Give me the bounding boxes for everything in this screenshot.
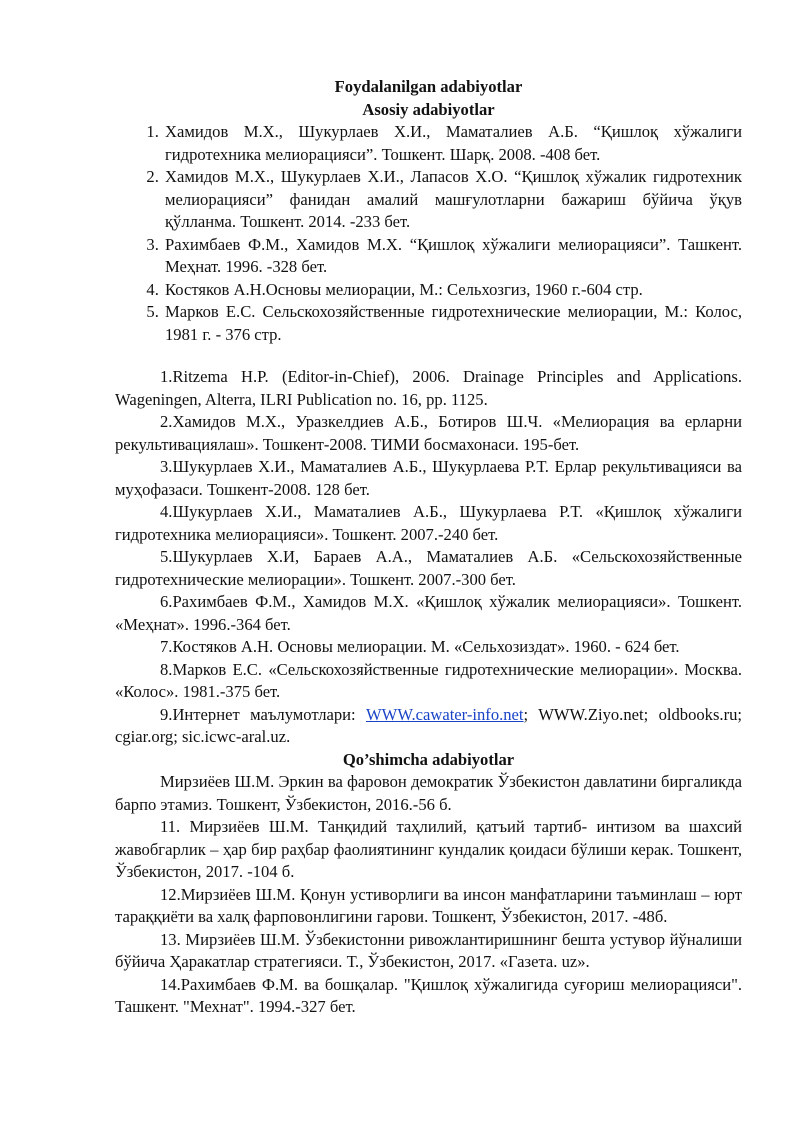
cawater-link[interactable]: WWW.cawater-info.net [366, 704, 524, 724]
spacer [115, 346, 742, 366]
reference-entry: 2.Хамидов М.Х., Уразкелдиев А.Б., Ботиров Ш.Ч. «Мелиорация ва ерларни рекультивациялаш». Тошкент-2008. ТИМИ босмахонаси. 195-бет. [115, 412, 742, 454]
internet-resources-entry [115, 704, 742, 749]
reference-entry: 8.Марков Е.С. «Сельскохозяйственные гидротехнические мелиорации». Москва. «Колос». 1981.-375 бет. [115, 659, 742, 701]
additional-entry: 12.Мирзиёев Ш.М. Қонун устиворлиги ва инсон манфатларини таъминлаш – юрт тараққиёти ва халқ фарповонлигини гарови. Тошкент, Ўзбекистон, 2017. -48б. [115, 884, 742, 926]
reference-entry: 6.Рахимбаев Ф.М., Хамидов М.Х. «Қишлоқ хўжалик мелиорацияси». Тошкент. «Меҳнат». 1996.-364 бет. [115, 592, 742, 634]
list-item: 3. Рахимбаев Ф.М., Хамидов М.Х. “Қишлоқ хўжалиги мелиорацияси”. Ташкент. Меҳнат. 1996. -328 бет. [163, 234, 742, 279]
reference-entry: 3.Шукурлаев Х.И., Маматалиев А.Б., Шукурлаева Р.Т. Ерлар рекультивацияси ва муҳофазаси. Тошкент-2008. 128 бет. [115, 457, 742, 499]
list-item: 5. Марков Е.С. Сельскохозяйственные гидротехнические мелиорации, М.: Колос, 1981 г. - 376 стр. [163, 301, 742, 346]
reference-entry: 4.Шукурлаев Х.И., Маматалиев А.Б., Шукурлаева Р.Т. «Қишлоқ хўжалиги гидротехника мелиорацияси». Тошкент. 2007.-240 бет. [115, 502, 742, 544]
additional-entry: 14.Рахимбаев Ф.М. ва бошқалар. "Қишлоқ хўжалигида суғориш мелиорацияси". Ташкент. "Мехнат". 1994.-327 бет. [115, 974, 742, 1016]
reference-entry: 1.Ritzema H.P. (Editor-in-Chief), 2006. Drainage Principles and Applications. Wageningen, Alterra, ILRI Publication no. 16, pp. 1125. [115, 367, 742, 409]
main-literature-list [115, 121, 742, 346]
reference-entry: 7.Костяков А.Н. Основы мелиорации. М. «Сельхозиздат». 1960. - 624 бет. [160, 637, 680, 656]
document-page [115, 76, 742, 1019]
list-item: 1. Хамидов М.Х., Шукурлаев Х.И., Маматалиев А.Б. “Қишлоқ хўжалиги гидротехника мелиорацияси”. Тошкент. Шарқ. 2008. -408 бет. [163, 121, 742, 166]
additional-entry: 11. Мирзиёев Ш.М. Танқидий таҳлилий, қатъий тартиб- интизом ва шахсий жавобгарлик – ҳар бир раҳбар фаолиятининг кундалик қоидаси бўлиши керак. Тошкент, Ўзбекистон, 2017. -104 б. [115, 817, 742, 881]
reference-entry: 5.Шукурлаев Х.И, Бараев А.А., Маматалиев А.Б. «Сельскохозяйственные гидротехнические мелиорации». Тошкент. 2007.-300 бет. [115, 547, 742, 589]
references-heading: Foydalanilgan adabiyotlar [334, 77, 523, 96]
list-item: 2. Хамидов М.Х., Шукурлаев Х.И., Лапасов Х.О. “Қишлоқ хўжалик гидротехник мелиорацияси” фанидан амалий машғулотларни бажариш бўйича ўқув қўлланма. Тошкент. 2014. -233 бет. [163, 166, 742, 234]
internet-resources-prefix: 9.Интернет маълумотлари: [160, 704, 366, 724]
internet-resources-suffix: ; WWW.Ziyo.net; oldbooks.ru; cgiar.org; sic.icwc-aral.uz. [115, 704, 742, 746]
main-literature-heading: Asosiy adabiyotlar [362, 99, 495, 119]
additional-entry: Мирзиёев Ш.М. Эркин ва фаровон демократик Ўзбекистон давлатини биргаликда барпо этамиз. Тошкент, Ўзбекистон, 2016.-56 б. [115, 772, 742, 814]
additional-literature-heading: Qo’shimcha adabiyotlar [342, 749, 515, 769]
list-item: 4. Костяков А.Н.Основы мелиорации, М.: Сельхозгиз, 1960 г.-604 стр. [163, 279, 742, 302]
additional-entry: 13. Мирзиёев Ш.М. Ўзбекистонни ривожлантиришнинг бешта устувор йўналиши бўйича Ҳаракатлар стратегияси. Т., Ўзбекистон, 2017. «Газета. uz». [115, 929, 742, 971]
